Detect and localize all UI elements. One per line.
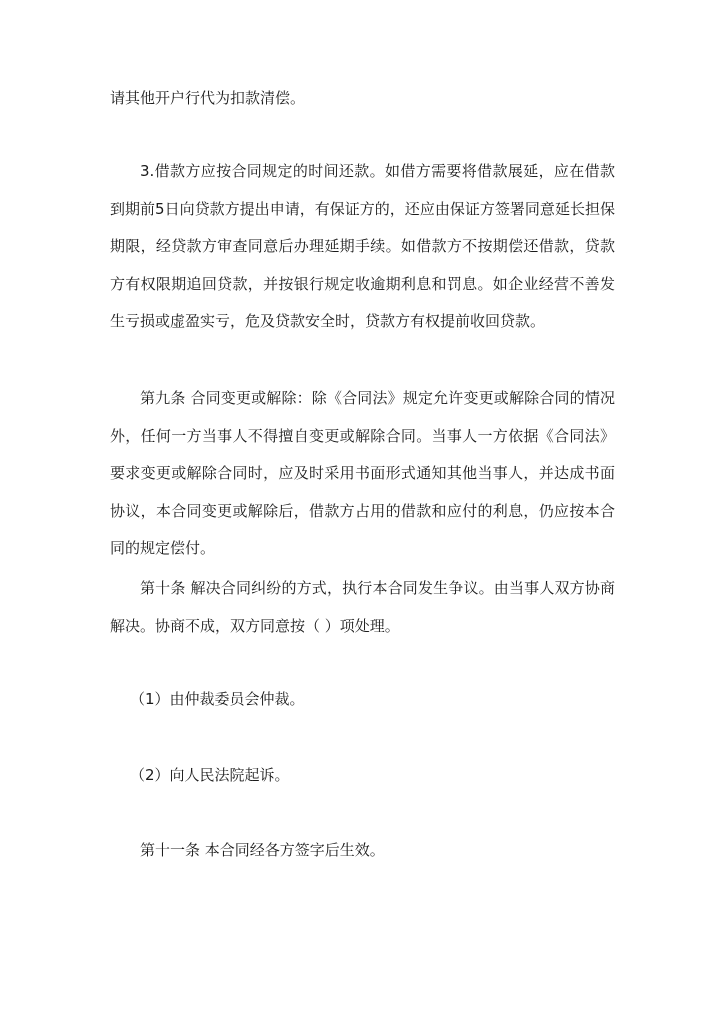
list-item-court: （2）向人民法院起诉。 [130,766,290,784]
paragraph-continuation: 请其他开户行代为扣款清偿。 [110,89,306,107]
paragraph-repayment-terms: 3.借款方应按合同规定的时间还款。如借方需要将借款展延，应在借款到期前5日向贷款方提出申请，有保证方的，还应由保证方签署同意延长担保期限，经贷款方审查同意后办理延期手续。如借款方不按期偿还借款，贷款方有权限期追回贷款，并按银行规定收逾期利息和罚息。如企业经营不善发生亏损或虚盈实亏，危及贷款安全时，贷款方有权提前收回贷款。 [110,162,615,330]
paragraph-article-11: 第十一条 本合同经各方签字后生效。 [140,841,385,859]
paragraph-article-10: 第十条 解决合同纠纷的方式，执行本合同发生争议。由当事人双方协商解决。协商不成，双方同意按（ ）项处理。 [110,579,615,635]
paragraph-article-9: 第九条 合同变更或解除：除《合同法》规定允许变更或解除合同的情况外，任何一方当事人不得擅自变更或解除合同。当事人一方依据《合同法》要求变更或解除合同时，应及时采用书面形式通知其他当事人，并达成书面协议，本合同变更或解除后，借款方占用的借款和应付的利息，仍应按本合同的规定偿付。 [110,389,615,557]
list-item-arbitration: （1）由仲裁委员会仲裁。 [130,690,305,708]
